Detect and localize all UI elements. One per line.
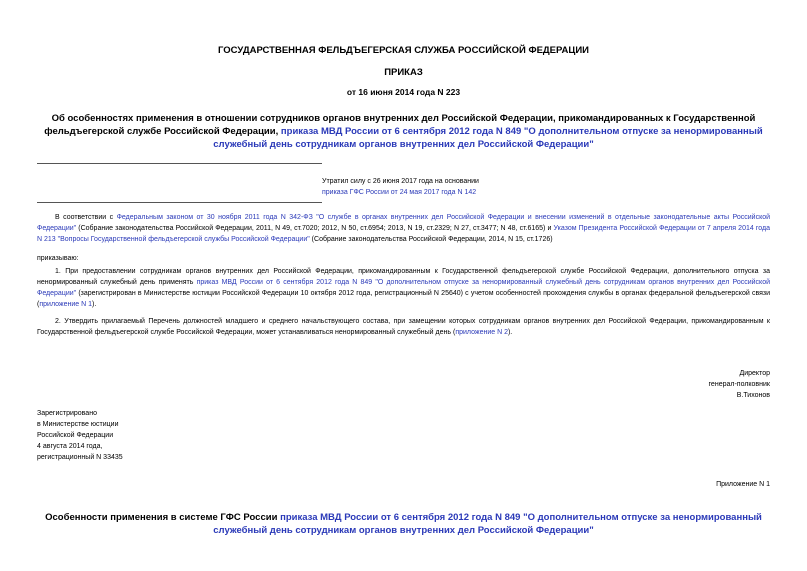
p2-text-b: (зарегистрирован в Министерстве юстиции Российской Федерации 10 октября 2012 года, регистрационный N 25640) с учетом особенностей прохождения службы в органах федеральной фельдъегерской связи (	[37, 290, 770, 308]
title-link[interactable]: приказа МВД России от 6 сентября 2012 года N 849 "О дополнительном отпуске за ненормированный служебный день сотрудникам органов внутренних дел Российской Федерации"	[213, 126, 763, 150]
p1-text-a: В соответствии с	[55, 214, 117, 221]
registration-line: 4 августа 2014 года,	[37, 443, 103, 450]
status-note	[322, 176, 479, 198]
divider-bottom	[37, 202, 322, 203]
document-title	[30, 112, 777, 151]
registration-block	[37, 408, 123, 463]
paragraph-basis	[37, 212, 770, 245]
p2-text-c: ).	[92, 301, 97, 308]
appendix-2-link[interactable]: приложение N 2	[455, 329, 508, 336]
registration-line: в Министерстве юстиции	[37, 421, 119, 428]
appendix-title-link[interactable]: приказа МВД России от 6 сентября 2012 года N 849 "О дополнительном отпуске за ненормированный служебный день сотрудникам органов внутренних дел Российской Федерации"	[213, 512, 762, 536]
paragraph-item-1	[37, 266, 770, 310]
divider-top	[37, 163, 322, 164]
appendix-1-link[interactable]: приложение N 1	[39, 301, 92, 308]
paragraph-item-2	[37, 316, 770, 338]
signer-rank: генерал-полковник	[708, 381, 770, 388]
p1-text-b: (Собрание законодательства Российской Федерации, 2011, N 49, ст.7020; 2012, N 50, ст.6954; 2013, N 19, ст.2329; N 27, ст.3477; N 48, ст.6165) и	[76, 225, 554, 232]
mvd-order-link[interactable]: приказ МВД России от 6 сентября 2012 года N 849 "О дополнительном отпуске за ненормированный служебный день сотрудникам органов внутренних дел Российской Федерации"	[37, 279, 770, 297]
registration-line: Зарегистрировано	[37, 410, 97, 417]
registration-line: регистрационный N 33435	[37, 454, 123, 461]
p3-text-b: ).	[507, 329, 513, 336]
appendix-label: Приложение N 1	[716, 481, 770, 488]
signer-name: В.Тихонов	[736, 392, 770, 399]
status-text: Утратил силу с 26 июня 2017 года на основании	[322, 178, 479, 185]
registration-line: Российской Федерации	[37, 432, 114, 439]
status-link[interactable]: приказа ГФС России от 24 мая 2017 года N 142	[322, 189, 477, 196]
federal-law-link[interactable]: Федеральным законом от 30 ноября 2011 года N 342-ФЗ "О службе в органах внутренних дел Российской Федерации и внесении изменений в отдельные законодательные акты Российской Федерации"	[37, 214, 771, 232]
doc-date-number: от 16 июня 2014 года N 223	[346, 87, 461, 97]
appendix-title	[30, 511, 777, 537]
president-decree-link[interactable]: Указом Президента Российской Федерации от 7 апреля 2014 года N 213 "Вопросы Государственной фельдъегерской службы Российской Федерации"	[37, 225, 770, 243]
title-text: Об особенностях применения в отношении сотрудников органов внутренних дел Российской Федерации, прикомандированных к Государственной фельдъегерской службе Российской Федерации,	[44, 113, 756, 137]
signer-position: Директор	[739, 370, 770, 377]
agency-name: ГОСУДАРСТВЕННАЯ ФЕЛЬДЪЕГЕРСКАЯ СЛУЖБА РОССИЙСКОЙ ФЕДЕРАЦИИ	[218, 45, 589, 56]
signature-block	[709, 368, 770, 401]
appendix-title-text: Особенности применения в системе ГФС России	[45, 512, 281, 523]
doc-type: ПРИКАЗ	[384, 67, 423, 78]
p2-text-a: 1. При предоставлении сотрудникам органов внутренних дел Российской Федерации, прикомандированным к Государственной фельдъегерской службе Российской Федерации, дополнительного отпуска за ненормированный служебный день применять	[37, 268, 770, 286]
p3-text-a: 2. Утвердить прилагаемый Перечень должностей младшего и среднего начальствующего состава, при замещении которых сотрудникам органов внутренних дел Российской Федерации, прикомандированным к Государственной фельдъегерской службе Российской Федерации, может устанавливаться ненормированный служебный день (	[37, 318, 770, 336]
orders-word: приказываю:	[37, 255, 79, 262]
p1-text-c: (Собрание законодательства Российской Федерации, 2014, N 15, ст.1726)	[309, 236, 553, 243]
